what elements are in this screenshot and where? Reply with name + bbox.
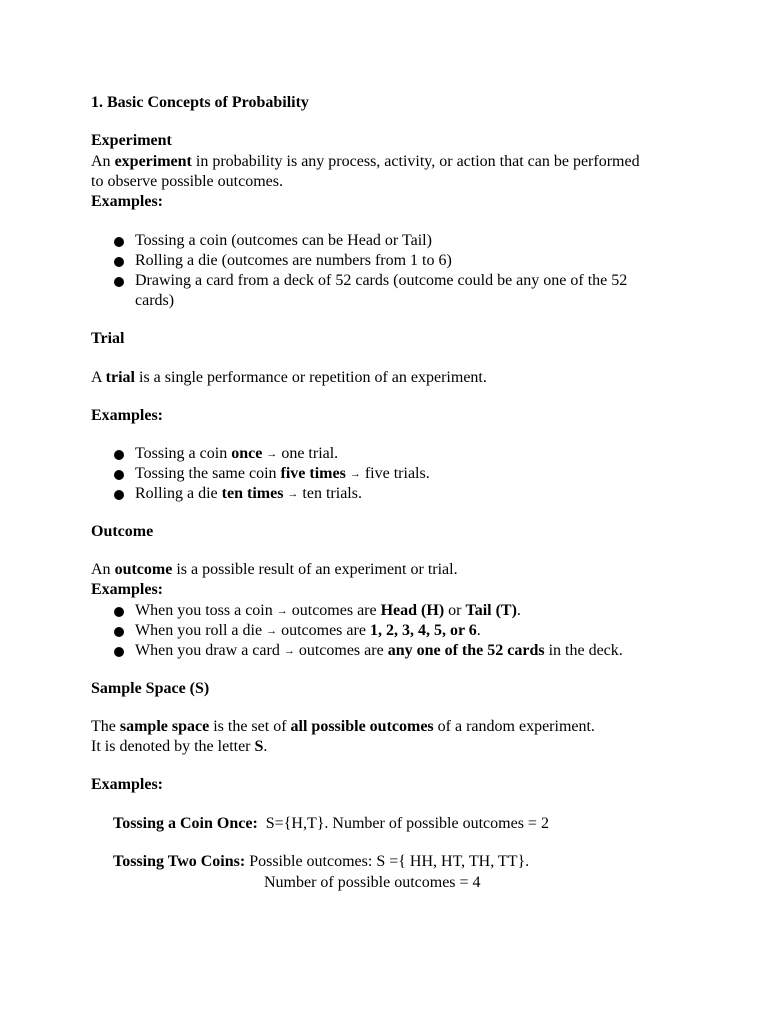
trial-example-1: Tossing a coin once → one trial.	[135, 445, 339, 462]
sample-space-title: Sample Space (S)	[91, 680, 210, 697]
outcome-title: Outcome	[91, 523, 154, 540]
experiment-example-1: Tossing a coin (outcomes can be Head or Tail)	[135, 232, 432, 249]
experiment-example-3-cont: cards)	[135, 292, 175, 309]
experiment-examples-label: Examples:	[91, 193, 163, 210]
outcome-examples-label: Examples:	[91, 581, 163, 598]
sample-space-notation: It is denoted by the letter S.	[91, 738, 268, 755]
right-arrow-icon: →	[283, 645, 295, 657]
outcome-example-2: When you roll a die → outcomes are 1, 2, 3, 4, 5, or 6.	[135, 622, 481, 639]
trial-title: Trial	[91, 330, 125, 347]
bullet-icon	[113, 603, 125, 615]
experiment-example-2: Rolling a die (outcomes are numbers from 1 to 6)	[135, 252, 452, 269]
bullet-icon	[113, 233, 125, 245]
sample-space-example-2-count: Number of possible outcomes = 4	[264, 874, 481, 891]
right-arrow-icon: →	[276, 605, 288, 617]
right-arrow-icon: →	[349, 468, 361, 480]
trial-definition: A trial is a single performance or repetition of an experiment.	[91, 369, 487, 386]
bullet-icon	[113, 486, 125, 498]
experiment-example-3: Drawing a card from a deck of 52 cards (outcome could be any one of the 52	[135, 272, 628, 289]
bullet-icon	[113, 643, 125, 655]
bullet-icon	[113, 466, 125, 478]
right-arrow-icon: →	[287, 488, 299, 500]
section-heading: 1. Basic Concepts of Probability	[91, 94, 309, 111]
bullet-icon	[113, 253, 125, 265]
bullet-icon	[113, 446, 125, 458]
right-arrow-icon: →	[266, 625, 278, 637]
outcome-definition: An outcome is a possible result of an experiment or trial.	[91, 561, 458, 578]
sample-space-example-2: Tossing Two Coins: Possible outcomes: S ={ HH, HT, TH, TT}.	[113, 853, 530, 870]
bullet-icon	[113, 623, 125, 635]
right-arrow-icon: →	[266, 448, 278, 460]
trial-example-3: Rolling a die ten times → ten trials.	[135, 485, 362, 502]
sample-space-definition: The sample space is the set of all possible outcomes of a random experiment.	[91, 718, 595, 735]
experiment-title: Experiment	[91, 132, 172, 149]
sample-space-example-1: Tossing a Coin Once: S={H,T}. Number of possible outcomes = 2	[113, 815, 549, 832]
experiment-definition-cont: to observe possible outcomes.	[91, 173, 283, 190]
outcome-example-1: When you toss a coin → outcomes are Head (H) or Tail (T).	[135, 602, 521, 619]
experiment-definition: An experiment in probability is any process, activity, or action that can be performed	[91, 153, 640, 170]
sample-space-examples-label: Examples:	[91, 776, 163, 793]
outcome-example-3: When you draw a card → outcomes are any one of the 52 cards in the deck.	[135, 642, 623, 659]
bullet-icon	[113, 273, 125, 285]
trial-examples-label: Examples:	[91, 407, 163, 424]
trial-example-2: Tossing the same coin five times → five trials.	[135, 465, 430, 482]
